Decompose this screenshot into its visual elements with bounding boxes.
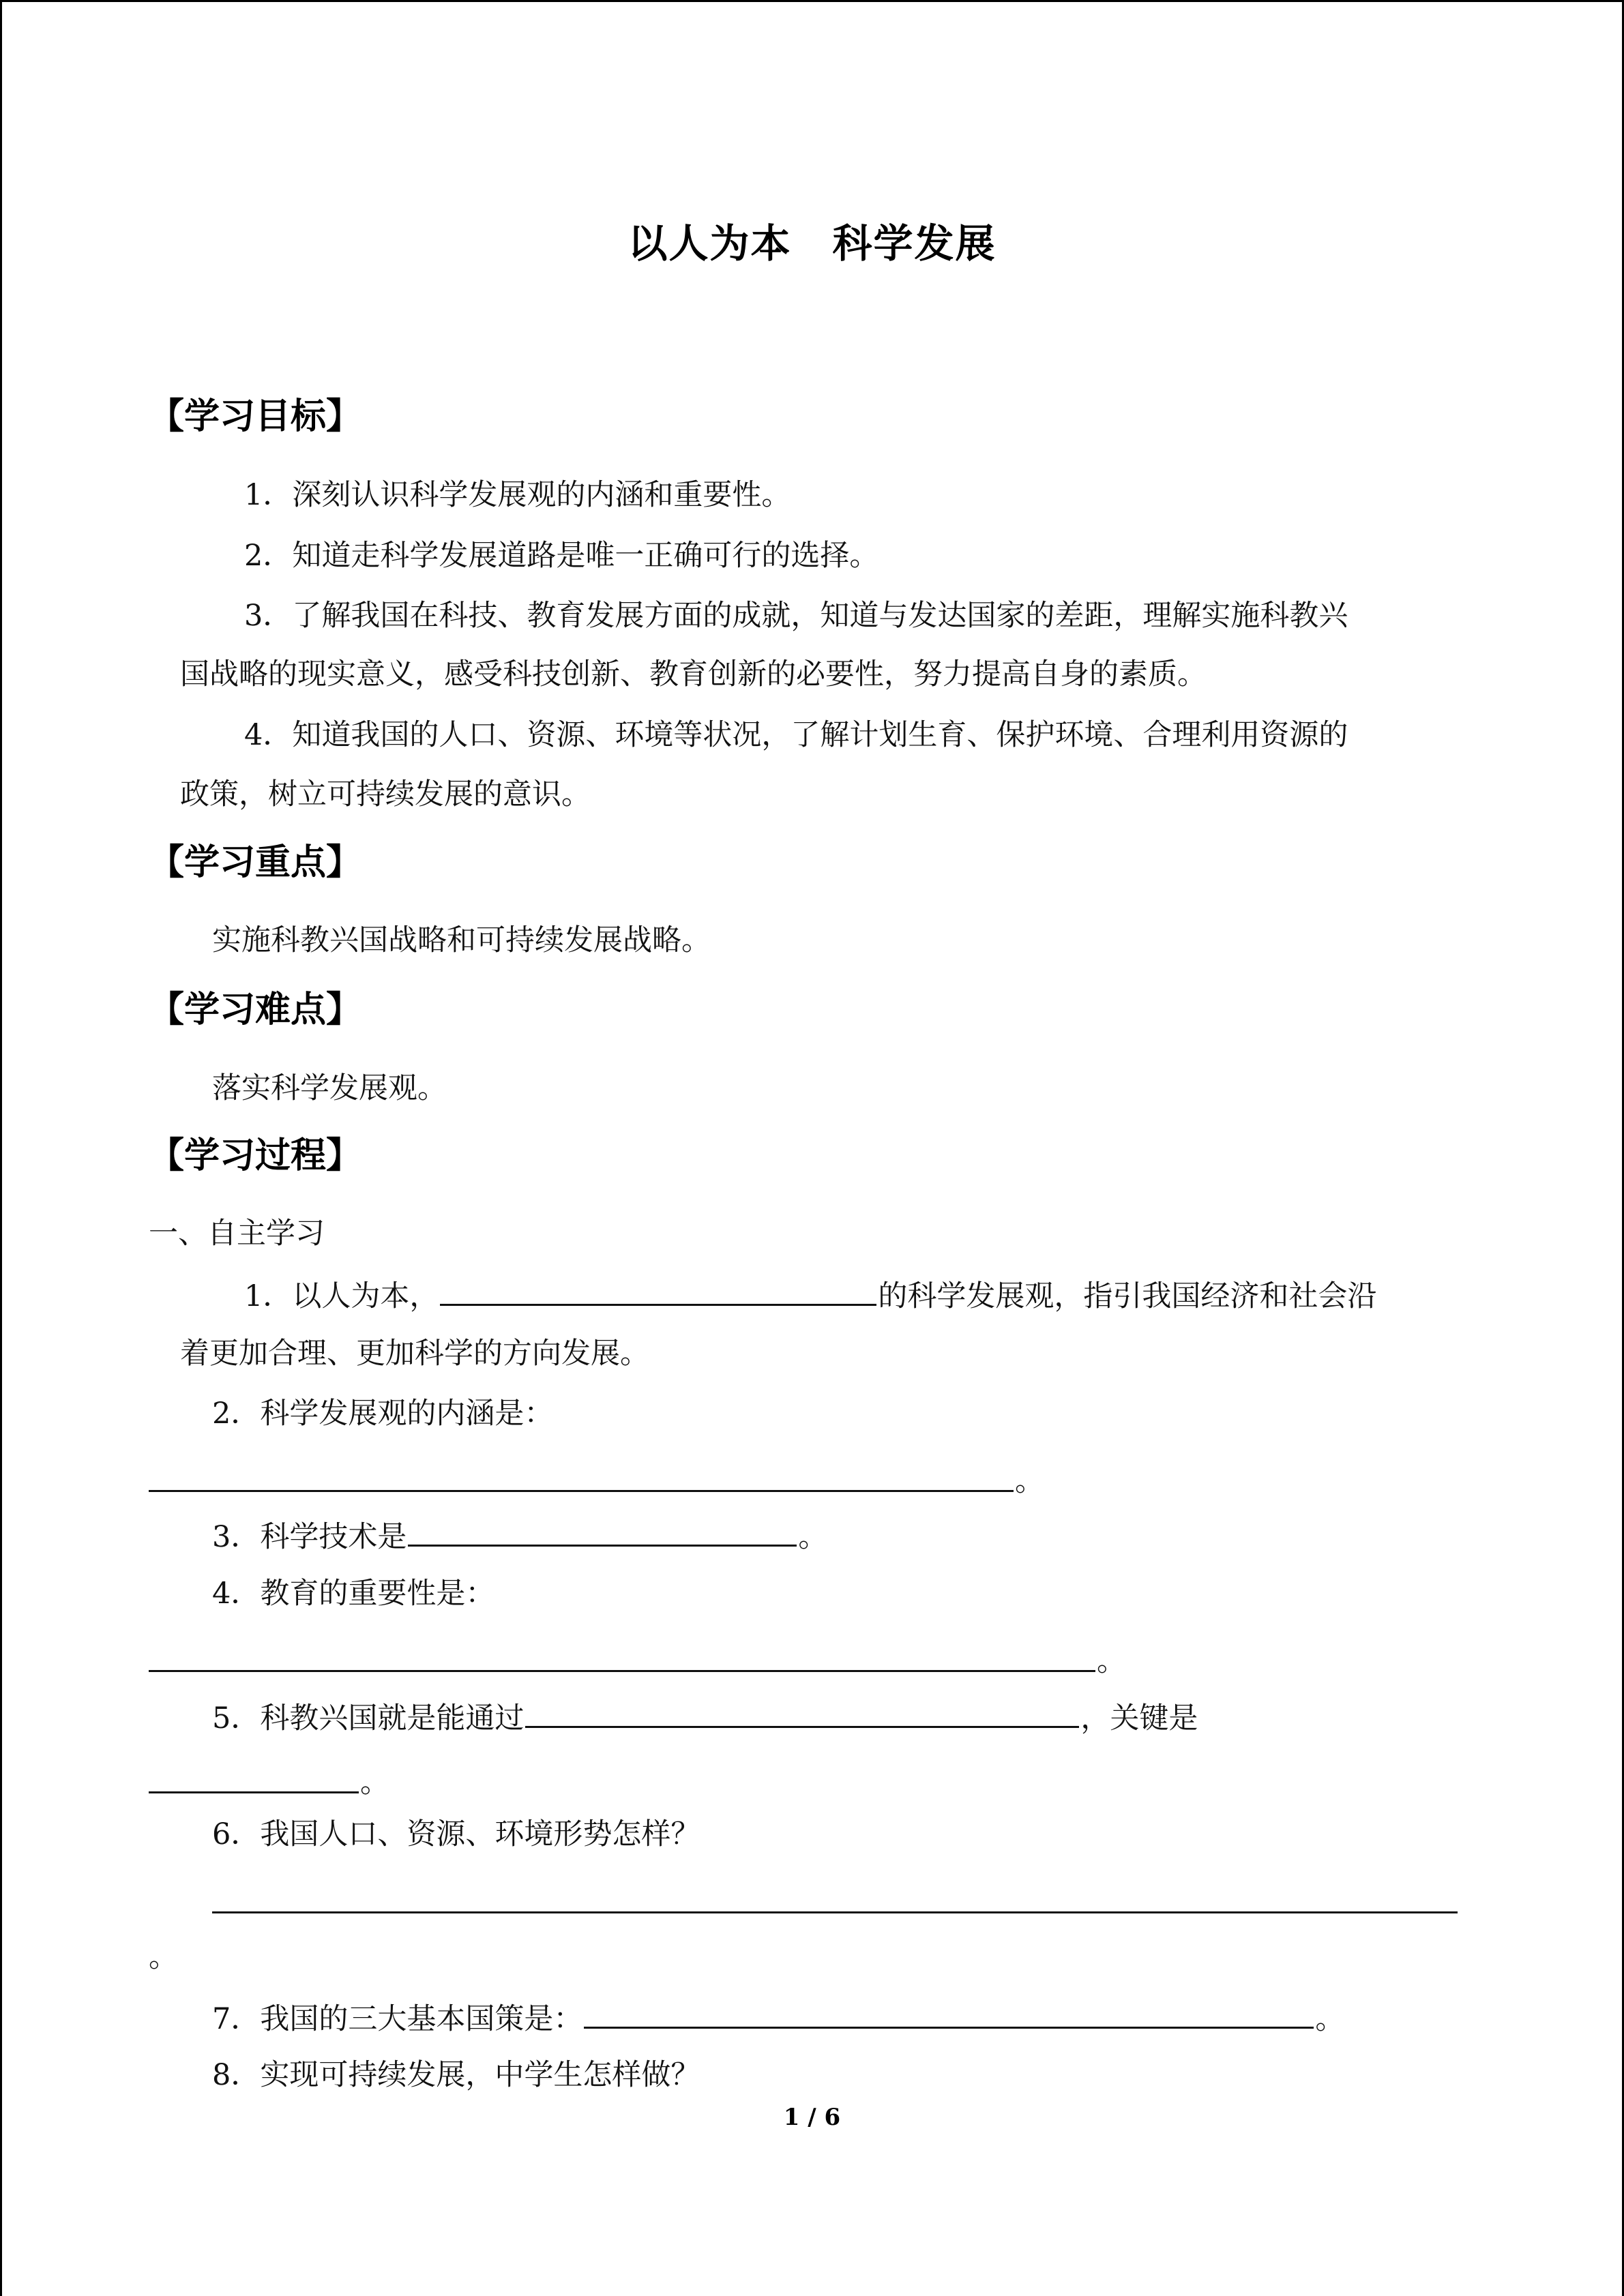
question-7-blank[interactable] bbox=[584, 1997, 1314, 2029]
question-2-period: 。 bbox=[1015, 1464, 1044, 1498]
focus-heading: 【学习重点】 bbox=[149, 842, 362, 883]
difficulty-heading: 【学习难点】 bbox=[149, 989, 362, 1030]
goal-3-line2: 国战略的现实意义，感受科技创新、教育创新的必要性，努力提高自身的素质。 bbox=[180, 657, 1207, 691]
question-5-line1 bbox=[212, 1696, 1198, 1739]
question-7-prefix: 7．我国的三大基本国策是： bbox=[212, 2002, 583, 2036]
question-5-middle: ，关键是 bbox=[1080, 1701, 1198, 1735]
question-5-blank-2[interactable] bbox=[149, 1791, 359, 1793]
question-5-period: 。 bbox=[360, 1765, 389, 1800]
self-study-label: 一、自主学习 bbox=[149, 1217, 325, 1251]
goals-heading: 【学习目标】 bbox=[149, 396, 362, 437]
focus-text: 实施科教兴国战略和可持续发展战略。 bbox=[212, 923, 711, 957]
question-6-period: 。 bbox=[149, 1940, 178, 1974]
goal-2: 2．知道走科学发展道路是唯一正确可行的选择。 bbox=[244, 539, 879, 573]
question-6: 6．我国人口、资源、环境形势怎样？ bbox=[212, 1817, 700, 1851]
question-3 bbox=[212, 1515, 827, 1557]
question-7-period: 。 bbox=[1315, 2002, 1345, 2036]
question-2-answer-line[interactable] bbox=[149, 1490, 1014, 1492]
question-6-answer-line[interactable] bbox=[212, 1911, 1458, 1913]
question-1-line1 bbox=[244, 1274, 1376, 1317]
question-4: 4．教育的重要性是： bbox=[212, 1577, 495, 1611]
difficulty-text: 落实科学发展观。 bbox=[212, 1071, 447, 1105]
page-left-border bbox=[0, 0, 2, 2296]
question-5-blank-1[interactable] bbox=[525, 1696, 1079, 1728]
page-number: 1 / 6 bbox=[783, 2104, 841, 2131]
question-4-answer-line[interactable] bbox=[149, 1670, 1095, 1672]
question-5-prefix: 5．科教兴国就是能通过 bbox=[212, 1701, 525, 1735]
question-1-line2: 着更加合理、更加科学的方向发展。 bbox=[180, 1337, 649, 1371]
question-7 bbox=[212, 1997, 1344, 2040]
question-1-suffix: 的科学发展观，指引我国经济和社会沿 bbox=[878, 1279, 1377, 1313]
page-top-border bbox=[0, 0, 1624, 2]
page-title: 以人为本 科学发展 bbox=[628, 220, 996, 267]
goal-4-line2: 政策，树立可持续发展的意识。 bbox=[180, 777, 591, 811]
question-2: 2．科学发展观的内涵是： bbox=[212, 1397, 554, 1431]
question-4-period: 。 bbox=[1097, 1644, 1126, 1678]
question-1-prefix: 1．以人为本， bbox=[244, 1279, 439, 1313]
question-8: 8．实现可持续发展，中学生怎样做？ bbox=[212, 2058, 700, 2092]
goal-3-line1: 3．了解我国在科技、教育发展方面的成就，知道与发达国家的差距，理解实施科教兴 bbox=[244, 599, 1348, 633]
goal-1: 1．深刻认识科学发展观的内涵和重要性。 bbox=[244, 478, 791, 512]
goal-4-line1: 4．知道我国的人口、资源、环境等状况，了解计划生育、保护环境、合理利用资源的 bbox=[244, 718, 1348, 752]
question-3-prefix: 3．科学技术是 bbox=[212, 1520, 407, 1554]
question-3-blank[interactable] bbox=[408, 1515, 797, 1547]
question-1-blank[interactable] bbox=[440, 1274, 876, 1306]
question-3-period: 。 bbox=[798, 1520, 828, 1554]
process-heading: 【学习过程】 bbox=[149, 1135, 362, 1176]
